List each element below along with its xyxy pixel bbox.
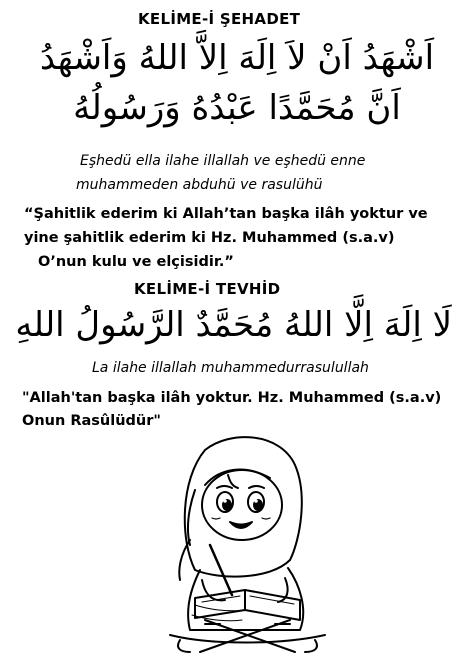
girl-reading-quran-illustration [150,430,340,655]
tevhid-transliteration-line-1: La ilahe illallah muhammedurrasulullah [92,360,369,376]
pen-icon [210,545,232,595]
tevhid-meaning-line-2: Onun Rasûlüdür" [22,413,161,429]
sehadet-transliteration-line-2: muhammeden abduhü ve rasulühü [76,177,323,193]
kelime-i-sehadet-title: KELİME-İ ŞEHADET [138,10,301,28]
sehadet-meaning-line-3: O’nun kulu ve elçisidir.” [38,254,234,270]
sehadet-arabic-line-2: اَنَّ مُحَمَّدًا عَبْدُهُ وَرَسُولُهُ [73,88,401,128]
open-book [195,590,300,620]
smile [230,522,252,528]
sehadet-transliteration-line-1: Eşhedü ella ilahe illallah ve eşhedü enne [80,153,366,169]
sehadet-meaning-line-1: “Şahitlik ederim ki Allah’tan başka ilâh yoktur ve [24,206,428,222]
sehadet-arabic-line-1: اَشْهَدُ اَنْ لاَ اِلَهَ اِلاَّ اللهُ وَاَشْهَدُ [39,38,435,78]
sehadet-meaning-line-2: yine şahitlik ederim ki Hz. Muhammed (s.a.v) [24,230,395,246]
tevhid-meaning-line-1: "Allah'tan başka ilâh yoktur. Hz. Muhammed (s.a.v) [22,390,442,406]
tevhid-arabic-line-1: لَا اِلَهَ اِلَّا اللهُ مُحَمَّدٌ الرَّسُولُ اللهِ [15,305,452,345]
face [202,470,282,540]
kelime-i-tevhid-title: KELİME-İ TEVHİD [134,280,281,298]
